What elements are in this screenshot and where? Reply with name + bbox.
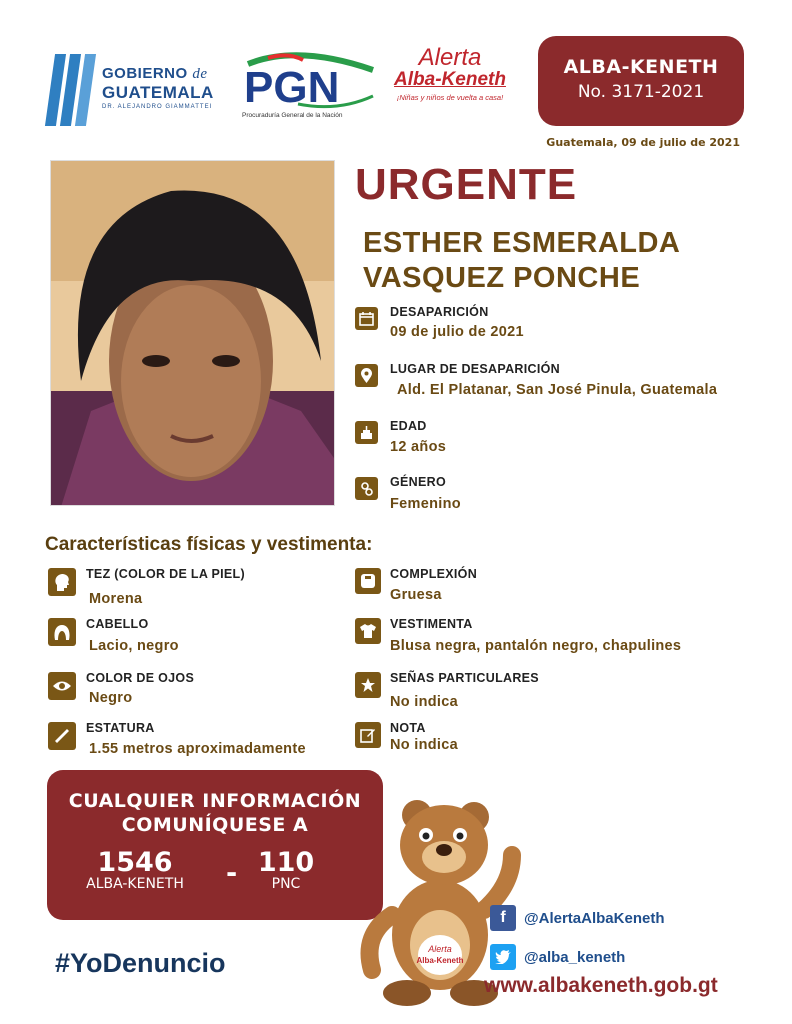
case-number-box bbox=[538, 36, 744, 126]
urgent-heading: URGENTE bbox=[355, 160, 578, 209]
case-number: No. 3171-2021 bbox=[577, 82, 705, 102]
phone-alba-keneth[interactable]: 1546 ALBA-KENETH bbox=[86, 847, 184, 892]
eye-icon bbox=[48, 672, 76, 700]
alerta-alba-keneth-logo: Alerta Alba-Keneth ¡Niñas y niños de vuelta a casa! bbox=[394, 44, 506, 102]
hair-label: CABELLO bbox=[86, 617, 149, 631]
bear-badge-line1: Alerta bbox=[428, 944, 452, 954]
gender-value: Femenino bbox=[390, 496, 461, 512]
location-pin-icon bbox=[355, 364, 378, 387]
twitter-handle[interactable]: @alba_keneth bbox=[524, 949, 626, 966]
height-label: ESTATURA bbox=[86, 721, 155, 735]
twitter-icon[interactable] bbox=[490, 944, 516, 970]
publication-date: Guatemala, 09 de julio de 2021 bbox=[546, 136, 740, 149]
contact-line2: COMUNÍQUESE A bbox=[121, 814, 309, 836]
skin-label: TEZ (COLOR DE LA PIEL) bbox=[86, 567, 245, 581]
contact-line1: CUALQUIER INFORMACIÓN bbox=[68, 790, 362, 812]
marks-value: No indica bbox=[390, 694, 458, 710]
pgn-logo bbox=[238, 50, 378, 112]
age-value: 12 años bbox=[390, 439, 447, 455]
missing-person-name: ESTHER ESMERALDA VASQUEZ PONCHE bbox=[363, 227, 681, 294]
calendar-icon bbox=[355, 307, 378, 330]
hair-icon bbox=[48, 618, 76, 646]
pgn-letters: PGN bbox=[244, 63, 340, 112]
hashtag: #YoDenuncio bbox=[55, 948, 226, 978]
note-icon bbox=[355, 722, 381, 748]
skin-value: Morena bbox=[89, 591, 143, 607]
disappearance-date-value: 09 de julio de 2021 bbox=[390, 324, 524, 340]
phone-separator: - bbox=[226, 858, 238, 889]
disappearance-date-label: DESAPARICIÓN bbox=[390, 305, 489, 319]
disappearance-place-value: Ald. El Platanar, San José Pinula, Guatemala bbox=[397, 382, 718, 398]
hair-value: Lacio, negro bbox=[89, 638, 179, 654]
age-label: EDAD bbox=[390, 419, 427, 433]
gobierno-flag-logo bbox=[50, 54, 92, 126]
star-icon bbox=[355, 672, 381, 698]
cake-icon bbox=[355, 421, 378, 444]
disappearance-place-label: LUGAR DE DESAPARICIÓN bbox=[390, 362, 560, 376]
eye-color-label: COLOR DE OJOS bbox=[86, 671, 195, 685]
clothing-label: VESTIMENTA bbox=[390, 617, 473, 631]
shirt-icon bbox=[355, 618, 381, 644]
gender-icon bbox=[355, 477, 378, 500]
clothing-value: Blusa negra, pantalón negro, chapulines bbox=[390, 638, 682, 654]
bear-badge-line2: Alba-Keneth bbox=[416, 956, 464, 965]
pgn-subtitle: Procuraduría General de la Nación bbox=[242, 112, 343, 119]
gobierno-logo-text: GOBIERNO de GUATEMALA DR. ALEJANDRO GIAMMATTEI bbox=[102, 65, 214, 110]
missing-person-photo bbox=[50, 160, 335, 506]
head-icon bbox=[48, 568, 76, 596]
phone-pnc[interactable]: 110 PNC bbox=[257, 847, 315, 892]
characteristics-title: Características físicas y vestimenta: bbox=[45, 534, 373, 555]
marks-label: SEÑAS PARTICULARES bbox=[390, 671, 539, 685]
note-label: NOTA bbox=[390, 721, 426, 735]
website-link[interactable]: www.albakeneth.gob.gt bbox=[484, 974, 718, 997]
contact-box bbox=[47, 770, 383, 920]
build-value: Gruesa bbox=[390, 587, 442, 603]
facebook-icon[interactable]: f bbox=[490, 905, 516, 931]
build-label: COMPLEXIÓN bbox=[390, 567, 478, 581]
height-value: 1.55 metros aproximadamente bbox=[89, 741, 306, 757]
eye-color-value: Negro bbox=[89, 690, 133, 706]
facebook-handle[interactable]: @AlertaAlbaKeneth bbox=[524, 910, 665, 927]
note-value: No indica bbox=[390, 737, 458, 753]
scale-icon bbox=[355, 568, 381, 594]
ruler-icon bbox=[48, 722, 76, 750]
case-title: ALBA-KENETH bbox=[563, 56, 719, 78]
gender-label: GÉNERO bbox=[390, 475, 446, 489]
